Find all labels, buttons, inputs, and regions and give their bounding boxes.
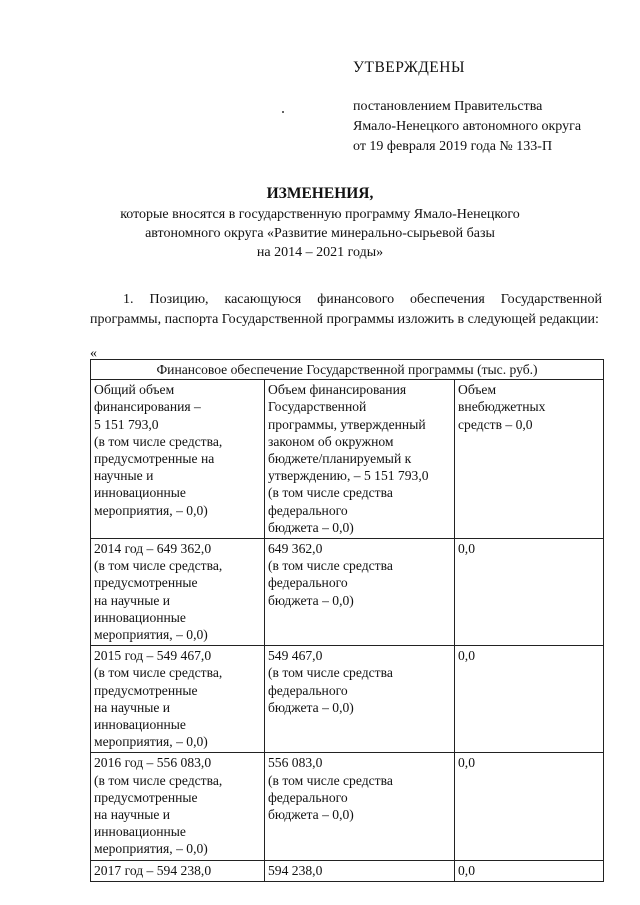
approval-line-3: от 19 февраля 2019 года № 133-П	[353, 139, 553, 154]
cell-text-line: 2015 год – 549 467,0	[94, 648, 212, 664]
cell-text-line: (в том числе средства	[268, 772, 393, 788]
table-caption: Финансовое обеспечение Государственной программы (тыс. руб.)	[91, 360, 604, 380]
cell-text-line: бюджета – 0,0)	[268, 519, 354, 535]
cell-text-line: бюджета – 0,0)	[268, 592, 354, 608]
cell-text-line: финансирования –	[94, 399, 201, 415]
cell-text-line: бюджета – 0,0)	[268, 807, 354, 823]
approval-block	[353, 58, 613, 157]
cell-text-line: (в том числе средства,	[94, 558, 223, 574]
cell-text-line: федерального	[268, 575, 348, 591]
cell-text-line: (в том числе средства,	[94, 433, 223, 449]
header-offbudget-cell	[455, 380, 604, 539]
approval-line-2: Ямало-Ненецкого автономного округа	[353, 119, 582, 134]
cell-text-line: Объем	[458, 382, 497, 398]
approval-gap	[353, 78, 613, 97]
approval-line-1: постановлением Правительства	[353, 99, 543, 114]
table-row	[91, 539, 604, 646]
cell-text-line: на научные и	[94, 592, 171, 608]
cell-text-line: научные и	[94, 468, 154, 484]
cell-text-line: 2017 год – 594 238,0	[94, 862, 212, 878]
table-header-row	[91, 380, 604, 539]
cell-text-line: бюджете/планируемый к	[268, 451, 412, 467]
cell-text-line: 0,0	[458, 862, 475, 878]
cell-text-line: Государственной	[268, 399, 367, 415]
scan-speck	[282, 111, 284, 113]
cell-text-line: на научные и	[94, 807, 171, 823]
year-budget-cell	[265, 646, 455, 753]
cell-text-line: на научные и	[94, 699, 171, 715]
cell-text-line: предусмотренные	[94, 682, 198, 698]
year-budget-cell	[265, 753, 455, 860]
document-subtitle-line-1: которые вносятся в государственную программу Ямало-Ненецкого	[120, 207, 520, 222]
year-budget-cell	[265, 860, 455, 881]
cell-text-line: бюджета – 0,0)	[268, 699, 354, 715]
year-total-cell	[91, 753, 265, 860]
cell-text-line: предусмотренные	[94, 789, 198, 805]
cell-text-line: предусмотренные на	[94, 451, 215, 467]
cell-text-line: федерального	[268, 502, 348, 518]
approval-title: УТВЕРЖДЕНЫ	[353, 59, 465, 76]
header-budget-cell	[265, 380, 455, 539]
table-row	[91, 860, 604, 881]
cell-text-line: внебюджетных	[458, 399, 546, 415]
cell-text-line: (в том числе средства	[268, 665, 393, 681]
cell-text-line: инновационные	[94, 485, 186, 501]
document-subtitle-line-2: автономного округа «Развитие минерально-сырьевой базы	[145, 226, 495, 241]
opening-quote: «	[90, 346, 97, 361]
cell-text-line: 2016 год – 556 083,0	[94, 755, 212, 771]
year-total-cell	[91, 860, 265, 881]
document-subtitle-line-3: на 2014 – 2021 годы»	[256, 245, 384, 260]
cell-text-line: мероприятия, – 0,0)	[94, 627, 208, 643]
cell-text-line: 594 238,0	[268, 862, 323, 878]
cell-text-line: предусмотренные	[94, 575, 198, 591]
year-budget-cell	[265, 539, 455, 646]
table-caption-row	[91, 360, 604, 380]
cell-text-line: 549 467,0	[268, 648, 323, 664]
cell-text-line: инновационные	[94, 717, 186, 733]
document-title: ИЗМЕНЕНИЯ,	[266, 185, 374, 202]
cell-text-line: 0,0	[458, 541, 475, 557]
cell-text-line: 649 362,0	[268, 541, 323, 557]
cell-text-line: утверждению, – 5 151 793,0	[268, 468, 429, 484]
table-row	[91, 753, 604, 860]
year-offbudget-cell	[455, 646, 604, 753]
cell-text-line: (в том числе средства	[268, 558, 393, 574]
finance-table	[90, 359, 604, 882]
cell-text-line: федерального	[268, 789, 348, 805]
cell-text-line: федерального	[268, 682, 348, 698]
cell-text-line: 0,0	[458, 648, 475, 664]
cell-text-line: 5 151 793,0	[94, 416, 159, 432]
cell-text-line: инновационные	[94, 609, 186, 625]
year-offbudget-cell	[455, 753, 604, 860]
cell-text-line: (в том числе средства,	[94, 772, 223, 788]
cell-text-line: 2014 год – 649 362,0	[94, 541, 212, 557]
cell-text-line: 556 083,0	[268, 755, 323, 771]
cell-text-line: мероприятия, – 0,0)	[94, 841, 208, 857]
cell-text-line: мероприятия, – 0,0)	[94, 502, 208, 518]
year-offbudget-cell	[455, 860, 604, 881]
cell-text-line: законом об окружном	[268, 433, 394, 449]
cell-text-line: (в том числе средства	[268, 485, 393, 501]
cell-text-line: средств – 0,0	[458, 416, 533, 432]
year-total-cell	[91, 646, 265, 753]
table-row	[91, 646, 604, 753]
cell-text-line: Общий объем	[94, 382, 175, 398]
cell-text-line: программы, утвержденный	[268, 416, 426, 432]
cell-text-line: мероприятия, – 0,0)	[94, 734, 208, 750]
cell-text-line: инновационные	[94, 824, 186, 840]
document-heading	[60, 183, 580, 262]
header-total-cell	[91, 380, 265, 539]
cell-text-line: 0,0	[458, 755, 475, 771]
body-paragraph: 1. Позицию, касающуюся финансового обеспечения Государственной программы, паспорта Государственной программы изложить в следующей редакции:	[90, 292, 602, 327]
year-offbudget-cell	[455, 539, 604, 646]
cell-text-line: (в том числе средства,	[94, 665, 223, 681]
cell-text-line: Объем финансирования	[268, 382, 407, 398]
year-total-cell	[91, 539, 265, 646]
